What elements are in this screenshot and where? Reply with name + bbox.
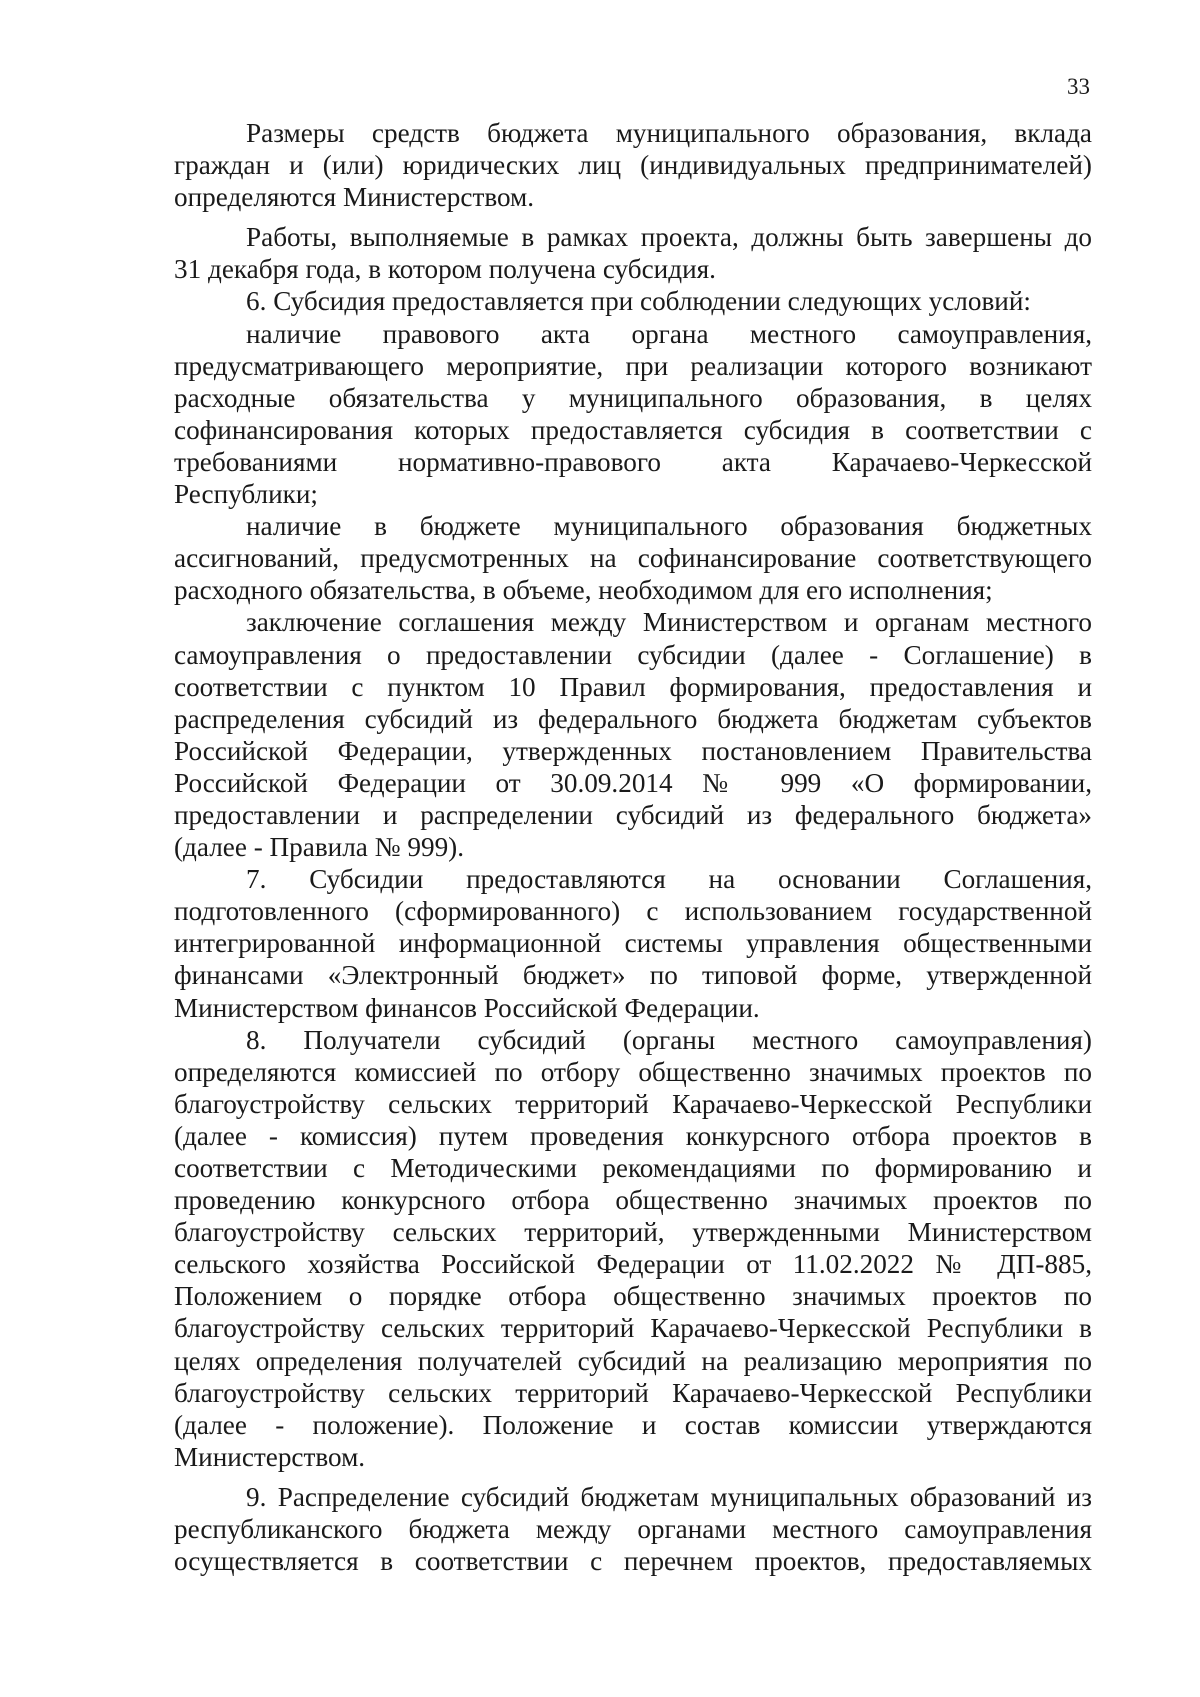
text-line: благоустройству сельских территорий, утвержденными Министерством: [174, 1217, 1092, 1248]
text-line: Размеры средств бюджета муниципального образования, вклада: [246, 118, 1092, 148]
text-line: Министерством.: [174, 1441, 366, 1472]
text-line: требованиями нормативно-правового акта Карачаево-Черкесской: [174, 446, 1092, 477]
text-line: (далее - комиссия) путем проведения конкурсного отбора проектов в: [174, 1120, 1092, 1151]
text-line: соответствии с Методическими рекомендациями по формированию и: [174, 1153, 1092, 1183]
text-line: заключение соглашения между Министерством и органам местного: [246, 607, 1092, 638]
text-line: благоустройству сельских территорий Карачаево-Черкесской Республики в: [174, 1313, 1092, 1344]
text-line: распределения субсидий из федерального бюджета бюджетам субъектов: [174, 703, 1092, 734]
text-line: целях определения получателей субсидий на реализацию мероприятия по: [174, 1345, 1092, 1376]
text-line: финансами «Электронный бюджет» по типовой форме, утвержденной: [174, 960, 1092, 991]
text-line: соответствии с пунктом 10 Правил формирования, предоставления и: [174, 671, 1092, 702]
text-line: (далее - Правила № 999).: [174, 832, 465, 863]
text-line: Положением о порядке отбора общественно значимых проектов по: [174, 1281, 1092, 1312]
text-line: софинансирования которых предоставляется субсидия в соответствии с: [174, 414, 1092, 445]
text-line: определяются комиссией по отбору общественно значимых проектов по: [174, 1056, 1092, 1087]
text-line: осуществляется в соответствии с перечнем проектов, предоставляемых: [174, 1546, 1092, 1577]
text-line: 31 декабря года, в котором получена субсидия.: [174, 254, 716, 285]
text-line: благоустройству сельских территорий Карачаево-Черкесской Республики: [174, 1088, 1092, 1119]
text-line: 8. Получатели субсидий (органы местного самоуправления): [246, 1024, 1092, 1055]
text-line: сельского хозяйства Российской Федерации от 11.02.2022 № ДП-885,: [174, 1249, 1092, 1280]
text-line: предусматривающего мероприятие, при реализации которого возникают: [174, 350, 1092, 381]
text-line: Российской Федерации от 30.09.2014 № 999 «О формировании,: [174, 767, 1092, 798]
text-line: наличие правового акта органа местного самоуправления,: [246, 318, 1092, 349]
text-line: наличие в бюджете муниципального образования бюджетных: [246, 511, 1092, 542]
text-line: расходные обязательства у муниципального образования, в целях: [174, 382, 1092, 413]
text-line: 6. Субсидия предоставляется при соблюдении следующих условий:: [246, 286, 1031, 317]
text-line: благоустройству сельских территорий Карачаево-Черкесской Республики: [174, 1377, 1092, 1408]
text-line: Министерством финансов Российской Федерации.: [174, 992, 760, 1023]
page-number: 33: [1067, 74, 1090, 99]
text-line: 9. Распределение субсидий бюджетам муниципальных образований из: [246, 1481, 1092, 1512]
text-line: (далее - положение). Положение и состав комиссии утверждаются: [174, 1409, 1092, 1440]
text-line: ассигнований, предусмотренных на софинансирование соответствующего: [174, 543, 1092, 574]
text-line: проведению конкурсного отбора общественно значимых проектов по: [174, 1185, 1092, 1216]
text-line: расходного обязательства, в объеме, необходимом для его исполнения;: [174, 575, 993, 606]
text-line: предоставлении и распределении субсидий из федерального бюджета»: [174, 799, 1092, 830]
text-line: подготовленного (сформированного) с использованием государственной: [174, 896, 1092, 927]
text-line: 7. Субсидии предоставляются на основании Соглашения,: [246, 864, 1092, 895]
text-line: республиканского бюджета между органами местного самоуправления: [174, 1514, 1092, 1545]
text-line: Российской Федерации, утвержденных постановлением Правительства: [174, 735, 1092, 766]
text-line: граждан и (или) юридических лиц (индивидуальных предпринимателей): [174, 150, 1092, 181]
text-line: Республики;: [174, 479, 318, 510]
document-body: [174, 117, 1092, 1577]
text-line: Работы, выполняемые в рамках проекта, должны быть завершены до: [246, 222, 1092, 253]
text-line: интегрированной информационной системы управления общественными: [174, 928, 1092, 959]
text-line: самоуправления о предоставлении субсидии (далее - Соглашение) в: [174, 639, 1092, 670]
text-line: определяются Министерством.: [174, 182, 535, 213]
